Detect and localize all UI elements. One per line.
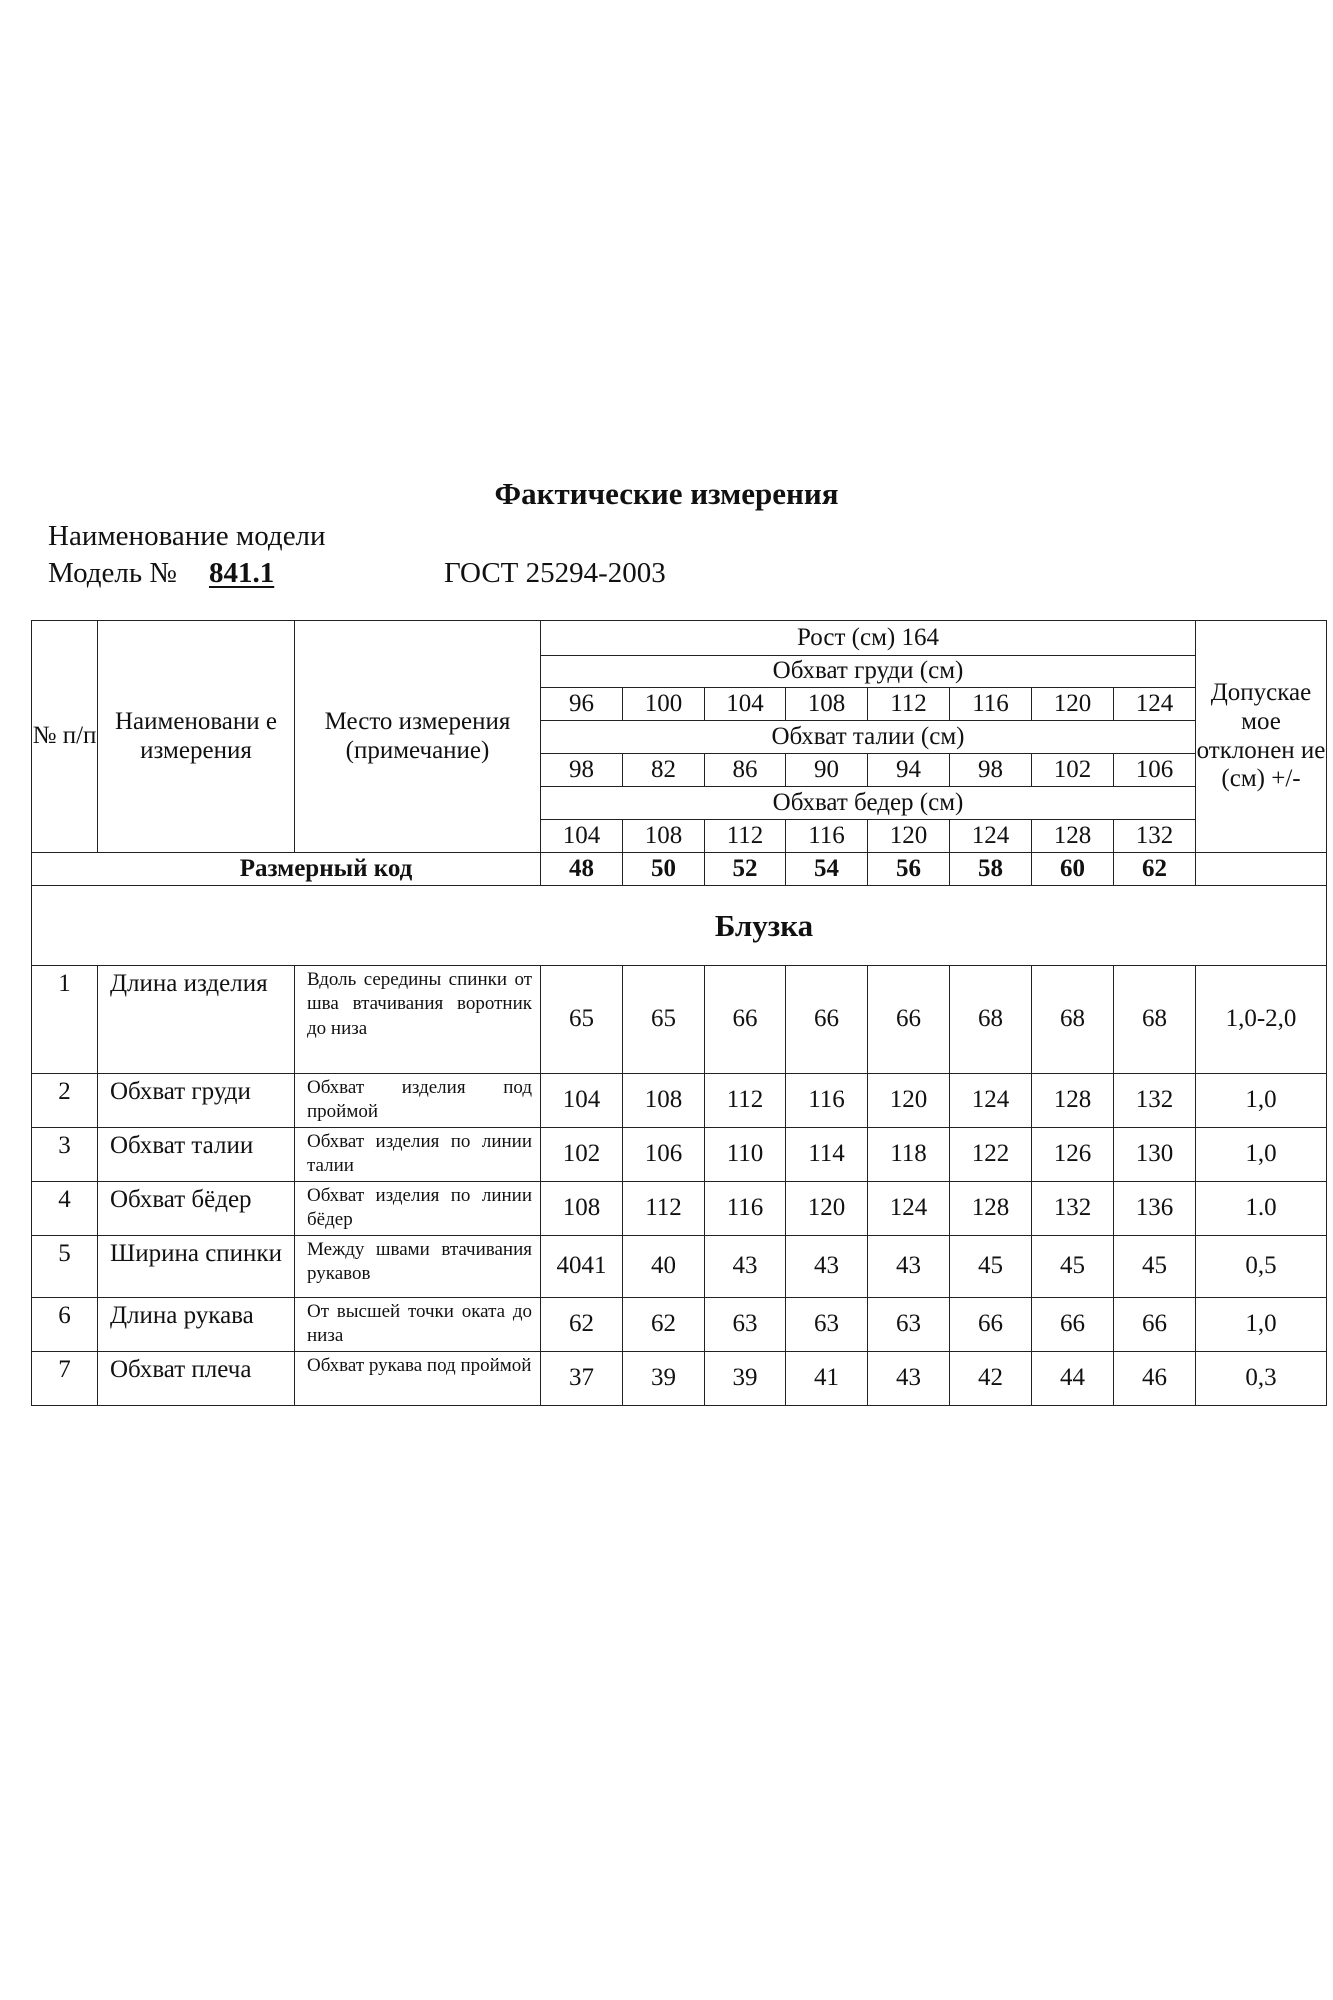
row-value: 120 [868,1074,950,1128]
row-value: 124 [950,1074,1032,1128]
col-header-tolerance: Допускае мое отклонен ие (см) +/- [1196,621,1327,853]
row-value: 39 [705,1352,786,1406]
hip-value: 116 [786,820,868,853]
row-place: Обхват изделия по линии талии [295,1128,541,1182]
row-place: Между швами втачивания рукавов [295,1236,541,1298]
waist-value: 82 [623,754,705,787]
row-value: 62 [623,1298,705,1352]
size-code-row [32,853,1327,886]
row-value: 112 [623,1182,705,1236]
hip-value: 124 [950,820,1032,853]
chest-value: 124 [1114,688,1196,721]
row-value: 106 [623,1128,705,1182]
col-header-number: № п/п [32,621,98,853]
gost-standard: ГОСТ 25294-2003 [444,557,666,589]
row-number: 3 [32,1128,98,1182]
row-value: 42 [950,1352,1032,1406]
size-code: 58 [950,853,1032,886]
row-tolerance: 1,0 [1196,1128,1327,1182]
hip-value: 104 [541,820,623,853]
row-value: 128 [950,1182,1032,1236]
waist-value: 94 [868,754,950,787]
size-code: 56 [868,853,950,886]
row-value: 63 [786,1298,868,1352]
size-code-tolerance-empty [1196,853,1327,886]
row-value: 45 [1032,1236,1114,1298]
size-code: 52 [705,853,786,886]
model-number-label: Модель № [48,557,177,589]
row-value: 66 [868,966,950,1074]
size-code-label: Размерный код [32,853,541,886]
row-value: 116 [705,1182,786,1236]
row-value: 120 [786,1182,868,1236]
row-tolerance: 1.0 [1196,1182,1327,1236]
row-tolerance: 1,0-2,0 [1196,966,1327,1074]
chest-value: 112 [868,688,950,721]
model-number: 841.1 [208,557,275,589]
chest-header: Обхват груди (см) [541,656,1196,688]
row-value: 66 [705,966,786,1074]
row-value: 124 [868,1182,950,1236]
chest-value: 108 [786,688,868,721]
hip-value: 132 [1114,820,1196,853]
row-value: 68 [1032,966,1114,1074]
row-value: 118 [868,1128,950,1182]
row-value: 136 [1114,1182,1196,1236]
row-name: Обхват плеча [98,1352,295,1406]
row-place: От высшей точки оката до низа [295,1298,541,1352]
row-value: 110 [705,1128,786,1182]
row-value: 45 [950,1236,1032,1298]
waist-value: 86 [705,754,786,787]
row-value: 102 [541,1128,623,1182]
row-name: Длина изделия [98,966,295,1074]
row-value: 114 [786,1128,868,1182]
row-value: 41 [786,1352,868,1406]
row-value: 132 [1114,1074,1196,1128]
row-value: 39 [623,1352,705,1406]
chest-value: 104 [705,688,786,721]
row-value: 43 [868,1236,950,1298]
size-code: 50 [623,853,705,886]
row-value: 122 [950,1128,1032,1182]
row-value: 68 [950,966,1032,1074]
row-value: 66 [1114,1298,1196,1352]
hip-value: 120 [868,820,950,853]
row-tolerance: 1,0 [1196,1074,1327,1128]
table-row [32,1074,1327,1128]
table-row [32,1236,1327,1298]
table-row [32,1128,1327,1182]
row-value: 126 [1032,1128,1114,1182]
hip-value: 108 [623,820,705,853]
col-header-name: Наименовани е измерения [98,621,295,853]
size-code: 54 [786,853,868,886]
section-title: Блузка [32,886,1327,966]
hip-value: 128 [1032,820,1114,853]
row-tolerance: 0,3 [1196,1352,1327,1406]
page-title: Фактические измерения [494,476,839,511]
height-header: Рост (см) 164 [541,621,1196,656]
row-value: 112 [705,1074,786,1128]
row-value: 63 [868,1298,950,1352]
waist-value: 98 [950,754,1032,787]
row-tolerance: 1,0 [1196,1298,1327,1352]
row-number: 6 [32,1298,98,1352]
row-name: Длина рукава [98,1298,295,1352]
table-row [32,1352,1327,1406]
size-code: 60 [1032,853,1114,886]
row-value: 43 [786,1236,868,1298]
row-place: Обхват рукава под проймой [295,1352,541,1406]
size-code: 62 [1114,853,1196,886]
row-value: 44 [1032,1352,1114,1406]
row-number: 1 [32,966,98,1074]
hip-value: 112 [705,820,786,853]
row-value: 130 [1114,1128,1196,1182]
row-value: 43 [868,1352,950,1406]
row-value: 4041 [541,1236,623,1298]
chest-value: 120 [1032,688,1114,721]
row-number: 2 [32,1074,98,1128]
table-row [32,966,1327,1074]
row-value: 68 [1114,966,1196,1074]
row-value: 116 [786,1074,868,1128]
row-number: 7 [32,1352,98,1406]
row-place: Вдоль середины спинки от шва втачивания воротник до низа [295,966,541,1074]
row-value: 62 [541,1298,623,1352]
row-value: 108 [541,1182,623,1236]
table-row [32,1182,1327,1236]
row-name: Ширина спинки [98,1236,295,1298]
table-row [32,1298,1327,1352]
waist-header: Обхват талии (см) [541,721,1196,754]
row-value: 108 [623,1074,705,1128]
row-name: Обхват груди [98,1074,295,1128]
measurement-table [31,620,1327,1406]
model-number-line [48,557,292,590]
row-value: 43 [705,1236,786,1298]
measurement-rows [32,966,1327,1406]
waist-value: 102 [1032,754,1114,787]
chest-value: 100 [623,688,705,721]
col-header-place: Место измерения (примечание) [295,621,541,853]
row-place: Обхват изделия по линии бёдер [295,1182,541,1236]
hip-header: Обхват бедер (см) [541,787,1196,820]
row-value: 128 [1032,1074,1114,1128]
row-value: 40 [623,1236,705,1298]
row-name: Обхват талии [98,1128,295,1182]
row-place: Обхват изделия под проймой [295,1074,541,1128]
chest-value: 96 [541,688,623,721]
row-value: 66 [786,966,868,1074]
row-number: 5 [32,1236,98,1298]
row-value: 104 [541,1074,623,1128]
row-value: 37 [541,1352,623,1406]
row-value: 46 [1114,1352,1196,1406]
row-name: Обхват бёдер [98,1182,295,1236]
waist-value: 106 [1114,754,1196,787]
model-name-label: Наименование модели [48,520,326,552]
row-value: 132 [1032,1182,1114,1236]
waist-value: 90 [786,754,868,787]
row-value: 65 [541,966,623,1074]
row-value: 66 [1032,1298,1114,1352]
chest-value: 116 [950,688,1032,721]
size-code: 48 [541,853,623,886]
waist-value: 98 [541,754,623,787]
row-value: 63 [705,1298,786,1352]
row-value: 65 [623,966,705,1074]
row-value: 45 [1114,1236,1196,1298]
row-number: 4 [32,1182,98,1236]
row-tolerance: 0,5 [1196,1236,1327,1298]
row-value: 66 [950,1298,1032,1352]
